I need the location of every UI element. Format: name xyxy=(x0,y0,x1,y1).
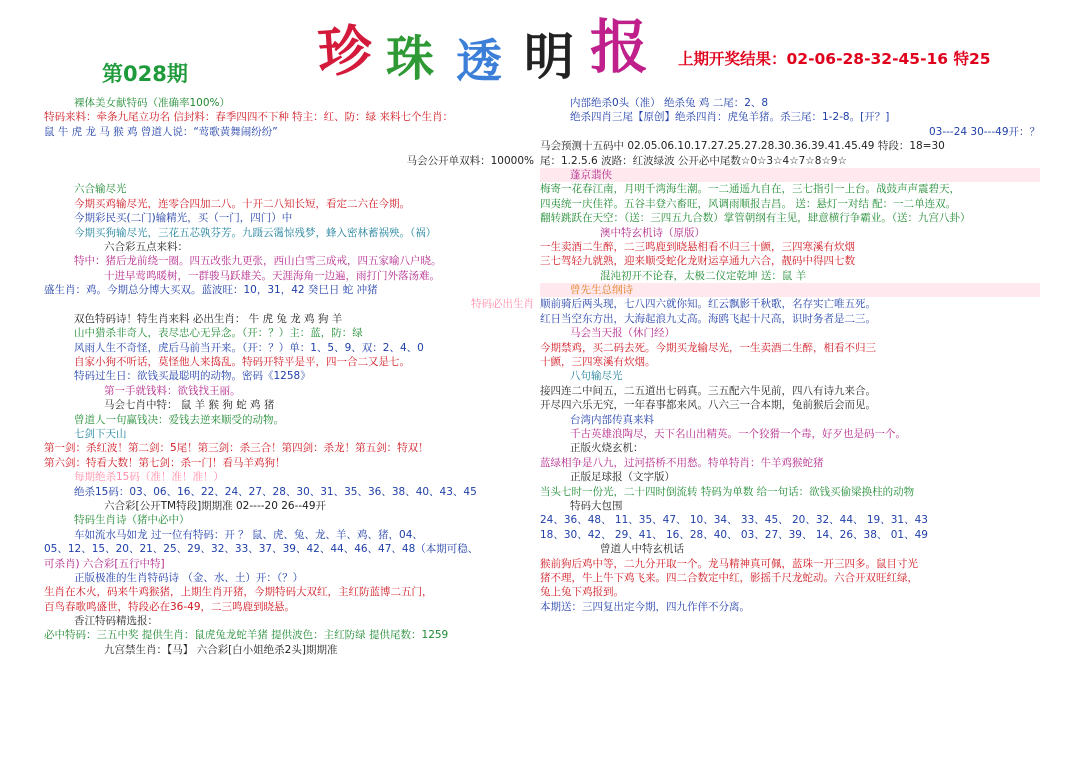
text-line: 正版火烧玄机： xyxy=(570,442,644,455)
text-line: 内部绝杀0头（准） 绝杀兔 鸡 二尾：2、8 xyxy=(570,97,769,109)
right-column xyxy=(540,96,1040,614)
text-line: 六合输尽光 xyxy=(74,183,127,196)
text-line: 当头七时一份光，二十四时倒流转 特码为单数 给一句话：欲钱买偷梁换柱的动物 xyxy=(540,485,915,498)
text-line: 必中特码：三五中奖 提供生肖：鼠虎兔龙蛇羊猪 提供波色：主红防绿 提供尾数：1259 xyxy=(44,629,449,642)
text-line: 特码生肖诗（猪中必中） xyxy=(74,514,190,527)
text-line: 自家小狗不听话，莫怪他人来捣乱。特码开特平是平，四一合二又是七。 xyxy=(74,356,410,369)
text-line: 曾先生总纲诗 xyxy=(540,283,1040,297)
text-line: 风雨人生不奇怪，虎后马前当开来。（开：？）单：1、5、9、双：2、4、0 xyxy=(74,341,424,354)
text-line: 十颤，三四寒溪有炊烟。 xyxy=(540,356,656,369)
text-line: 百鸟春歌鸣盛世，特段必在36-49，二三鸣鹿到晓悬。 xyxy=(44,600,296,613)
issue-number: 第028期 xyxy=(102,62,188,86)
left-column xyxy=(44,96,534,657)
text-line: 九宫禁生肖：【马】 六合彩[白小姐绝杀2头]期期准 xyxy=(104,643,338,656)
text-line: 每期绝杀15码（准！准！准！） xyxy=(74,471,224,484)
text-line: 红日当空东方出，大海起浪九丈高。海鸥飞起十尺高，识时务者是二三。 xyxy=(540,312,876,325)
text-line: 鼠 牛 虎 龙 马 猴 鸡 曾道人说：“莺歌黄舞闹纷纷” xyxy=(44,125,278,138)
title-char: 明 xyxy=(524,27,574,86)
text-line: 台湾内部传真来料 xyxy=(570,413,654,426)
text-line: 裸体美女献特码（准确率100%） xyxy=(74,97,231,109)
text-line: 今期买狗输尽光，三花五芯孰芬芳。九蹑云霭惊残梦，蜂入密林蓄祸殃。（祸） xyxy=(74,226,437,239)
text-line: 马会当天报（休门经） xyxy=(570,327,675,340)
text-line: 马会预测十五码中 02.05.06.10.17.27.25.27.28.30.36.39.41.45.49 特段：18=30 xyxy=(540,140,945,153)
text-line: 猪不理，牛上牛下鸡飞来。四二合数定中红，影摇千尺龙蛇动。六合开双旺红绿， xyxy=(540,571,918,584)
text-line: 05、12、15、20、21、25、29、32、33、37、39、42、44、46、47、48（本期可稳、 xyxy=(44,543,479,556)
text-line: 今期禁鸡，买二码去死。今期买龙输尽光，一生卖酒二生醉，相看不归三 xyxy=(540,341,876,354)
text-line: 八句输尽光 xyxy=(570,370,623,383)
text-line: 翻转跳跃在天空：（送：三四五九合数）掌管朝纲有主见，肆意横行争霸业。（送：九宫八卦） xyxy=(540,212,971,225)
text-line: 山中猎杀非奇人，表尽忠心无异念。（开：？）主：蓝，防：绿 xyxy=(74,327,363,340)
text-line: 24、36、48、 11、35、47、 10、34、 33、45、 20、32、44、 19、31、43 xyxy=(540,514,928,527)
text-line: 第一剑：杀红波！第二剑：5尾！第三剑：杀三合！第四剑：杀龙！第五剑：特双！ xyxy=(44,442,429,455)
text-line: 特码过生日：欲钱买最聪明的动物。密码《1258》 xyxy=(74,370,311,383)
text-line: 特码大包围 xyxy=(570,499,623,512)
text-line: 马会公开单双料：10000% xyxy=(406,154,534,167)
text-line: 曾道人一句赢钱决：爱钱去逆来顺受的动物。 xyxy=(74,413,284,426)
text-line: 三七驾轻九就熟，迎来顺受蛇化龙财运享通九六合，靓码中得四七数 xyxy=(540,255,855,268)
text-line: 本期送：三四复出定今期，四九作伴不分离。 xyxy=(540,600,750,613)
text-line: 开尽四六乐无究，一年春事都来风。八六三一合本期，兔前猴后会而见。 xyxy=(540,399,876,412)
text-line: 绝杀四肖三尾【原创】绝杀四肖：虎兔羊猪。杀三尾：1-2-8。[开？] xyxy=(570,111,890,124)
text-line: 盛生肖：鸡。今期总分博大买双。蓝波旺：10，31，42 癸巳日 蛇 冲猪 xyxy=(44,284,378,297)
text-line: 特码来料：牵条九尾立功名 信封料：春季四四不下种 特主：红、防：绿 来料七个生肖： xyxy=(44,111,454,124)
text-line: 曾道人中特玄机话 xyxy=(600,543,684,556)
text-line: 马会七肖中特： 鼠 羊 猴 狗 蛇 鸡 猪 xyxy=(104,399,275,412)
text-line: 正版极准的生肖特码诗 （金、水、土）开：（？） xyxy=(74,571,304,584)
text-line: 香江特码精选报： xyxy=(74,615,158,628)
text-line: 四夷统一庆佳祥。五谷丰登六畜旺，风调雨顺报吉昌。 送：悬灯一对结 配：一二单连双。 xyxy=(540,197,957,210)
text-line: 特中：猪后龙前绕一圈。四五改张九更张，西山白雪三成戒，四五家喻八户晓。 xyxy=(74,255,442,268)
text-line: 混沌初开不论春，太极二仪定乾坤 送：鼠 羊 xyxy=(600,269,807,282)
text-line: 正版足球报（文字版） xyxy=(570,471,675,484)
text-line: 尾：1.2.5.6 波路：红波绿波 公开必中尾数☆0☆3☆4☆7☆8☆9☆ xyxy=(540,154,847,167)
text-line: 梅寄一花春江南，月明千湾海生潮。一二通遥九自在，三七指引一上台。战鼓声声震碧天， xyxy=(540,183,960,196)
text-line: 双色特码诗！特生肖来料 必出生肖： 牛 虎 兔 龙 鸡 狗 羊 xyxy=(74,312,343,325)
title-char: 珠 xyxy=(386,31,435,87)
text-line: 蓝绿相争是八九，过河搭桥不用愁。特单特肖：牛羊鸡猴蛇猪 xyxy=(540,456,824,469)
text-line: 千古英雄浪陶尽，天下名山出精英。一个狡猾一个毒，好歹也是码一个。 xyxy=(570,427,906,440)
text-line: 绝杀15码：03、06、16、22、24、27、28、30、31、35、36、38、40、43、45 xyxy=(74,485,477,498)
text-line: 第六剑：特看大数！第七剑：杀一门！看马羊鸡狗！ xyxy=(44,456,286,469)
text-line: 顺前骑后两头现，七八四六就你知。红云飘影千秋歌，名存实亡唯五死。 xyxy=(540,298,876,311)
text-line: 七剑下天山 xyxy=(74,427,127,440)
text-line: 车如流水马如龙 过一位有特码：开 ？ 鼠、虎、兔、龙、羊、鸡、猪，04、 xyxy=(74,528,423,541)
text-line xyxy=(44,168,534,182)
text-line: 六合彩五点来料： xyxy=(104,240,188,253)
text-line: 兔上兔下鸡报到。 xyxy=(540,586,624,599)
text-line: 03---24 30---49开：？ xyxy=(928,125,1040,138)
title-char: 珍 xyxy=(315,17,375,85)
text-line: 接四连二中间五，二五道出七码真。三五配六牛见前，四八有诗九来合。 xyxy=(540,384,876,397)
text-line: 18、30、42、 29、41、 16、28、40、 03、27、39、 14、26、38、 01、49 xyxy=(540,528,928,541)
last-result: 上期开奖结果：02-06-28-32-45-16 特25 xyxy=(678,50,991,68)
text-line: 特码必出生肖 xyxy=(471,298,534,311)
text-line: 一生卖酒二生醉，二三鸣鹿到晓悬相看不归三十颤，三四寒溪有炊烟 xyxy=(540,240,855,253)
text-line: 第一手就钱料：欲钱找王丽。 xyxy=(104,384,241,397)
text-line: 六合彩[公开TM特段]期期准 02----20 26--49开 xyxy=(104,499,327,512)
title-char: 透 xyxy=(456,34,502,88)
text-line: 今期彩民买(二门)输精光，买（一门，四门）中 xyxy=(74,212,293,225)
text-line: 生肖在木火，码来牛鸡猴猪，上期生肖开猪，今期特码大双红，主红防蓝博二五门， xyxy=(44,586,433,599)
text-line: 可杀肖) 六合彩[五行中特] xyxy=(44,557,165,570)
text-line xyxy=(44,139,534,153)
text-line: 今期买鸡输尽光，连零合四加二八。十开二八知长短，看定二六在今期。 xyxy=(74,197,410,210)
text-line: 澳中特玄机诗（原版） xyxy=(600,226,705,239)
title-char: 报 xyxy=(590,13,649,81)
text-line: 蓬京翡侠 xyxy=(540,168,1040,182)
text-line: 十进早莺鸣暖树，一群骏马跃雄关。天涯海角一边遍，雨打门外落汤难。 xyxy=(104,269,440,282)
text-line: 猴前狗后鸡中等，二九分开取一个。龙马精神真可佩，蓝珠一开三四多。鼠目寸光 xyxy=(540,557,918,570)
